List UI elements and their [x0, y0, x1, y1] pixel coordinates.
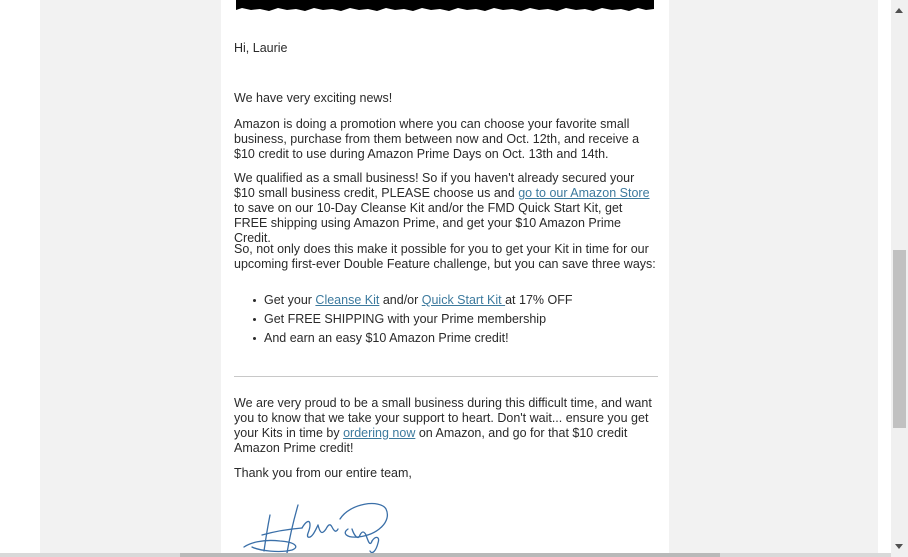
triangle-up-icon[interactable] — [895, 8, 903, 13]
quick-start-kit-link[interactable]: Quick Start Kit — [421, 293, 506, 307]
triangle-down-icon[interactable] — [895, 544, 903, 549]
qualified-text-after: to save on our 10-Day Cleanse Kit and/or the FMD Quick Start Kit, get FREE shipping using Amazon Prime, and get your $10 Amazon Prime Credit. — [234, 201, 623, 245]
torn-banner-edge — [236, 0, 654, 15]
ways-paragraph: So, not only does this make it possible for you to get your Kit in time for our upcoming first-ever Double Feature challenge, but you can save three ways: — [234, 242, 656, 271]
divider — [234, 376, 658, 377]
proud-paragraph: We are very proud to be a small business during this difficult time, and want you to know that we take your support to heart. Don't wait... ensure you get your Kits in time by ordering now on Amazon, and go for that $10 credit Amazon Prime credit! — [234, 396, 652, 455]
qualified-text-before: We qualified as a small business! So if you haven't already secured your $10 small business credit, PLEASE choose us and — [234, 171, 635, 200]
bullet-icon — [253, 299, 256, 302]
bullet-icon — [253, 337, 256, 340]
greeting: Hi, Laurie — [234, 41, 288, 55]
amazon-store-link[interactable]: go to our Amazon Store — [518, 186, 650, 200]
news-line: We have very exciting news! — [234, 91, 393, 105]
vertical-scrollbar[interactable] — [891, 0, 908, 557]
scrollbar-thumb[interactable] — [893, 250, 906, 428]
thanks-line: Thank you from our entire team, — [234, 466, 412, 480]
signature-image — [240, 495, 390, 557]
list-item: Get FREE SHIPPING with your Prime membership — [234, 310, 658, 329]
horizontal-scrollbar[interactable] — [0, 553, 891, 557]
savings-list — [234, 291, 658, 348]
ordering-now-link[interactable]: ordering now — [343, 426, 416, 440]
cleanse-kit-link[interactable]: Cleanse Kit — [315, 293, 380, 307]
horizontal-scrollbar-thumb[interactable] — [180, 553, 720, 557]
list-item: And earn an easy $10 Amazon Prime credit! — [234, 329, 658, 348]
list-item: Get your Cleanse Kit and/or Quick Start Kit at 17% OFF — [234, 291, 658, 310]
bullet-icon — [253, 318, 256, 321]
promo-paragraph: Amazon is doing a promotion where you can choose your favorite small business, purchase from them between now and Oct. 12th, and receive a $10 credit to use during Amazon Prime Days on Oct. 13th and 14th. — [234, 117, 640, 161]
email-body — [221, 0, 669, 557]
qualified-paragraph — [234, 171, 658, 246]
